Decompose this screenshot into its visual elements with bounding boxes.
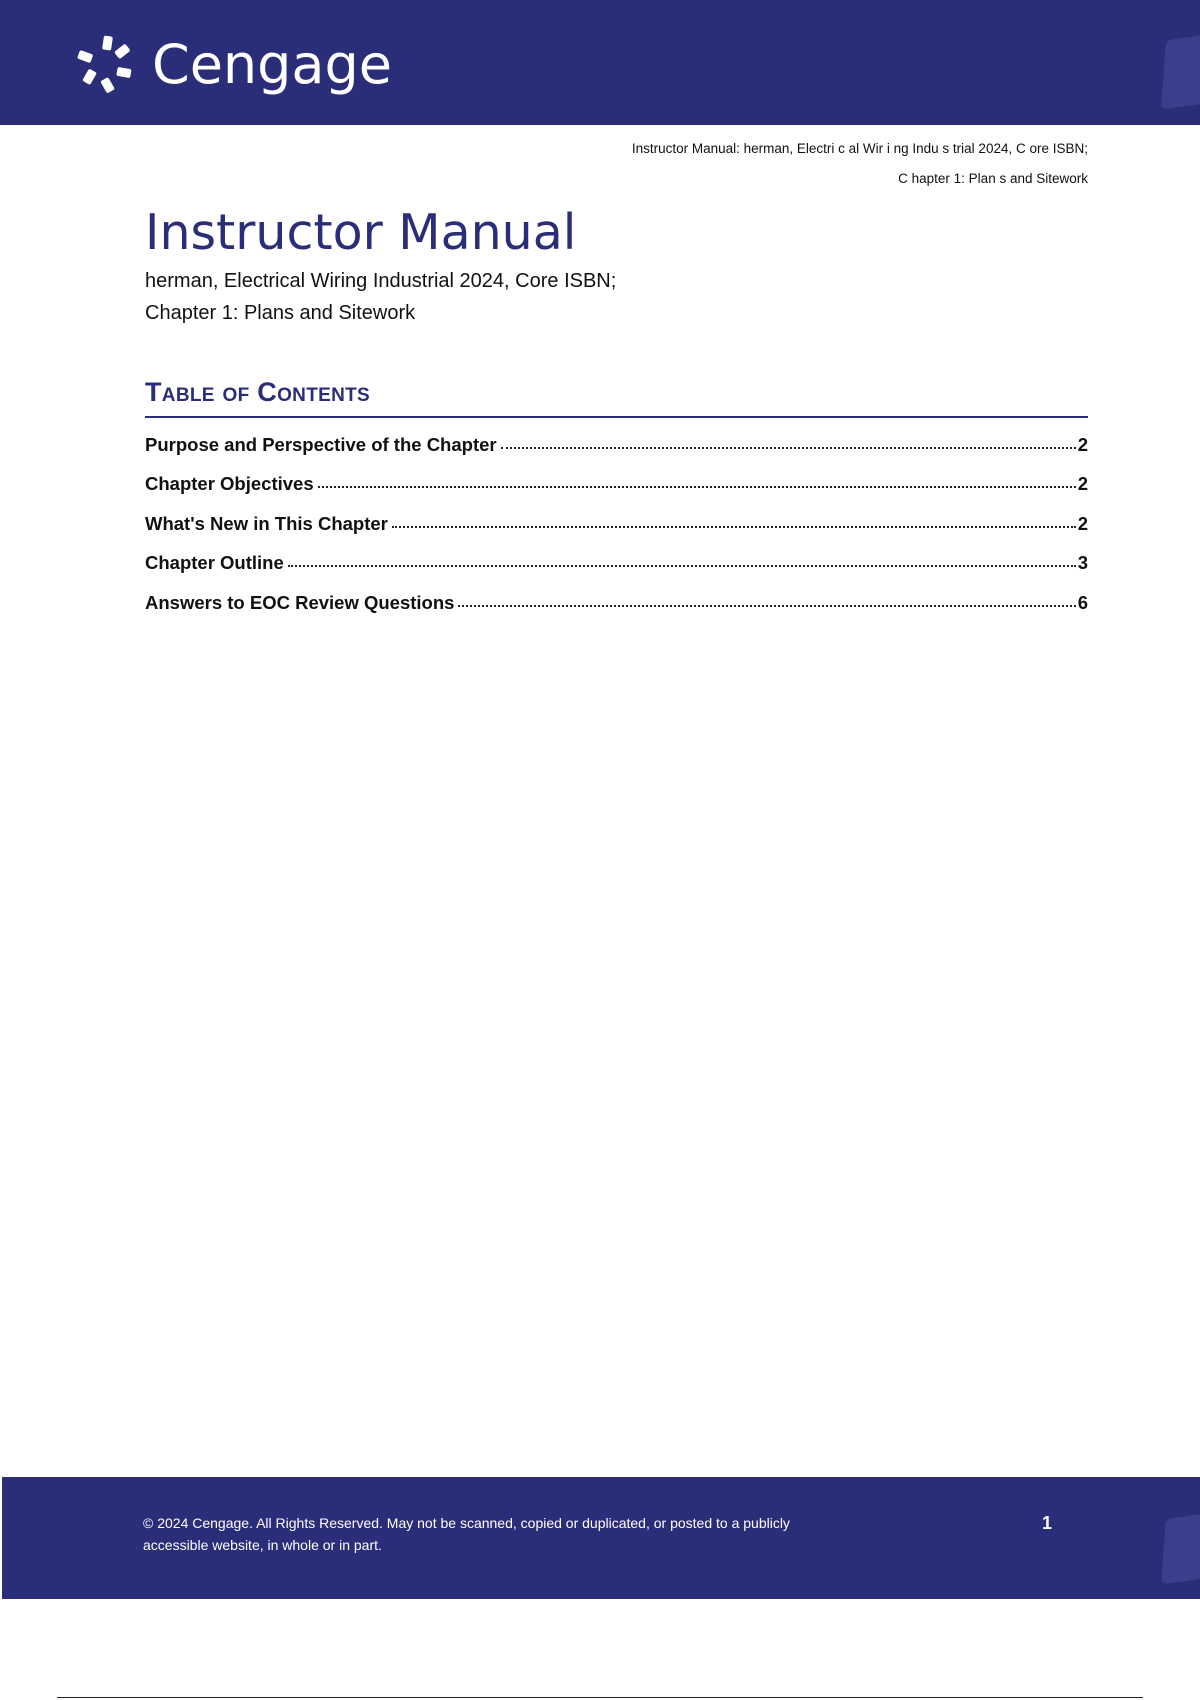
logo-wordmark: Cengage: [152, 33, 393, 96]
document-body: [145, 205, 1088, 630]
running-head-line-2: C hapter 1: Plan s and Sitework: [898, 171, 1088, 186]
toc-leader-dots: [501, 430, 1076, 449]
toc-leader-dots: [288, 549, 1076, 568]
running-head: [388, 134, 1088, 194]
toc-entry-page[interactable]: 2: [1077, 433, 1088, 455]
header-band: [0, 0, 1200, 125]
toc-entry-page[interactable]: 2: [1077, 512, 1088, 534]
document-subtitle: [145, 265, 1088, 329]
bottom-divider: [57, 1697, 1143, 1698]
toc-entry-page[interactable]: 3: [1077, 552, 1088, 574]
decorative-corner-shape: [1161, 1512, 1200, 1585]
copyright-line-1: © 2024 Cengage. All Rights Reserved. May not be scanned, copied or duplicated, or posted to a publicly: [143, 1515, 790, 1531]
toc-entry-page[interactable]: 6: [1077, 591, 1088, 613]
toc-entry-label[interactable]: Purpose and Perspective of the Chapter: [145, 433, 497, 455]
toc-entry-objectives[interactable]: [145, 472, 1088, 512]
toc-leader-dots: [458, 588, 1075, 607]
toc-entry-label[interactable]: Answers to EOC Review Questions: [145, 591, 455, 613]
cengage-logo: [74, 30, 392, 100]
toc-leader-dots: [318, 470, 1076, 489]
toc-entry-outline[interactable]: [145, 551, 1088, 591]
toc-entry-answers[interactable]: [145, 590, 1088, 630]
footer-band: [2, 1477, 1200, 1599]
running-head-line-1: Instructor Manual: herman, Electri c al Wir i ng Indu s trial 2024, C ore ISBN;: [631, 141, 1088, 156]
document-title: Instructor Manual: [145, 204, 577, 261]
toc-entry-label[interactable]: What's New in This Chapter: [145, 512, 388, 534]
toc-entry-label[interactable]: Chapter Outline: [145, 552, 284, 574]
toc-entry-page[interactable]: 2: [1077, 473, 1088, 495]
toc-entry-purpose[interactable]: [145, 432, 1088, 472]
toc-entry-whats-new[interactable]: [145, 511, 1088, 551]
page-number: 1: [1042, 1513, 1053, 1533]
decorative-corner-shape: [1161, 32, 1200, 109]
toc-leader-dots: [392, 509, 1076, 528]
copyright-line-2: accessible website, in whole or in part.: [143, 1537, 382, 1553]
copyright-notice: [143, 1512, 863, 1556]
toc-entry-label[interactable]: Chapter Objectives: [145, 473, 314, 495]
toc-heading: Table of Contents: [145, 377, 1088, 418]
subtitle-line-1: herman, Electrical Wiring Industrial 2024, Core ISBN;: [145, 270, 617, 293]
cengage-burst-icon: [74, 32, 140, 98]
subtitle-line-2: Chapter 1: Plans and Sitework: [145, 302, 416, 325]
table-of-contents: [145, 432, 1088, 630]
